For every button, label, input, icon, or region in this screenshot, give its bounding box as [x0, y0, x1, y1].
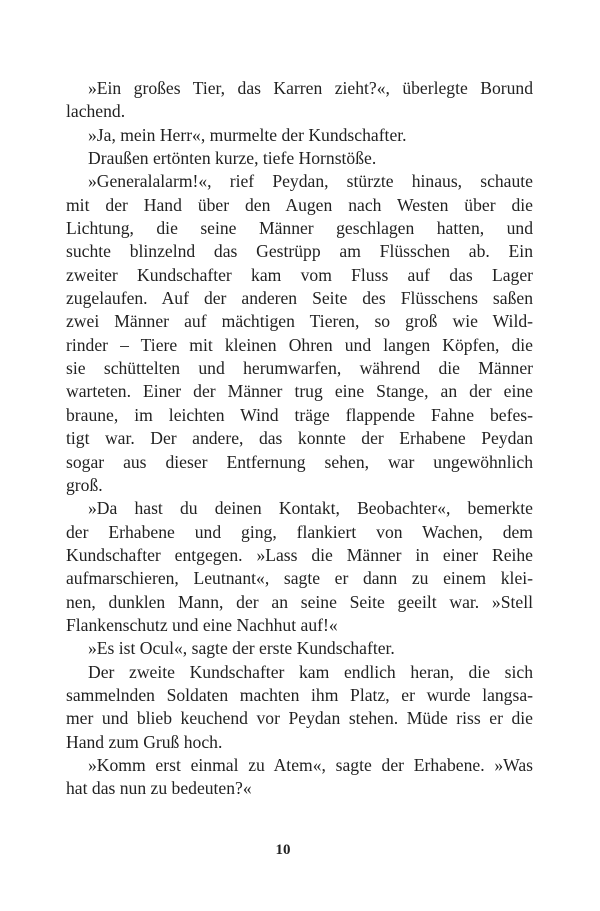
text-line: zwei Männer auf mächtigen Tieren, so groß wie Wild- — [66, 311, 533, 332]
text-line: braune, im leichten Wind träge flappende Fahne befes- — [66, 404, 533, 425]
text-line: mer und blieb keuchend vor Peydan stehen. Müde riss er die — [66, 708, 533, 729]
text-line: sogar aus dieser Entfernung sehen, war ungewöhnlich — [66, 451, 533, 472]
text-line: zugelaufen. Auf der anderen Seite des Flüsschens saßen — [66, 288, 533, 309]
text-line: tigt war. Der andere, das konnte der Erhabene Peydan — [66, 428, 533, 449]
text-line: hat das nun zu bedeuten?« — [66, 778, 252, 799]
text-line: Flankenschutz und eine Nachhut auf!« — [66, 614, 338, 635]
text-line: rinder – Tiere mit kleinen Ohren und langen Köpfen, die — [66, 334, 533, 355]
text-line: Der zweite Kundschafter kam endlich heran, die sich — [88, 661, 533, 682]
text-line: Lichtung, die seine Männer geschlagen hatten, und — [66, 218, 533, 239]
text-line: zweiter Kundschafter kam vom Fluss auf das Lager — [66, 264, 533, 285]
text-line: »Da hast du deinen Kontakt, Beobachter«, bemerkte — [88, 498, 533, 519]
text-line: warteten. Einer der Männer trug eine Stange, an der eine — [66, 381, 533, 402]
text-line: sie schüttelten und herumwarfen, während die Männer — [66, 358, 533, 379]
text-line: sammelnden Soldaten machten ihm Platz, er wurde langsa- — [66, 684, 533, 705]
text-line: Hand zum Gruß hoch. — [66, 731, 223, 752]
text-line: »Ja, mein Herr«, murmelte der Kundschafter. — [88, 124, 407, 145]
text-line: »Komm erst einmal zu Atem«, sagte der Erhabene. »Was — [88, 754, 533, 775]
text-line: lachend. — [66, 101, 126, 122]
text-line: »Es ist Ocul«, sagte der erste Kundschafter. — [88, 638, 395, 659]
text-line: »Generalalarm!«, rief Peydan, stürzte hinaus, schaute — [88, 171, 533, 192]
text-line: suchte blinzelnd das Gestrüpp am Flüsschen ab. Ein — [66, 241, 533, 262]
text-line: nen, dunklen Mann, der an seine Seite geeilt war. »Stell — [66, 591, 533, 612]
text-line: »Ein großes Tier, das Karren zieht?«, überlegte Borund — [88, 78, 533, 98]
text-line: Draußen ertönten kurze, tiefe Hornstöße. — [88, 148, 377, 169]
text-line: mit der Hand über den Augen nach Westen über die — [66, 194, 533, 215]
text-line: groß. — [66, 474, 103, 495]
text-line: Kundschafter entgegen. »Lass die Männer in einer Reihe — [66, 544, 533, 565]
text-line: aufmarschieren, Leutnant«, sagte er dann zu einem klei- — [66, 568, 533, 589]
text-line: der Erhabene und ging, flankiert von Wachen, dem — [66, 521, 533, 542]
page-number: 10 — [275, 842, 291, 858]
body-text — [66, 77, 533, 801]
